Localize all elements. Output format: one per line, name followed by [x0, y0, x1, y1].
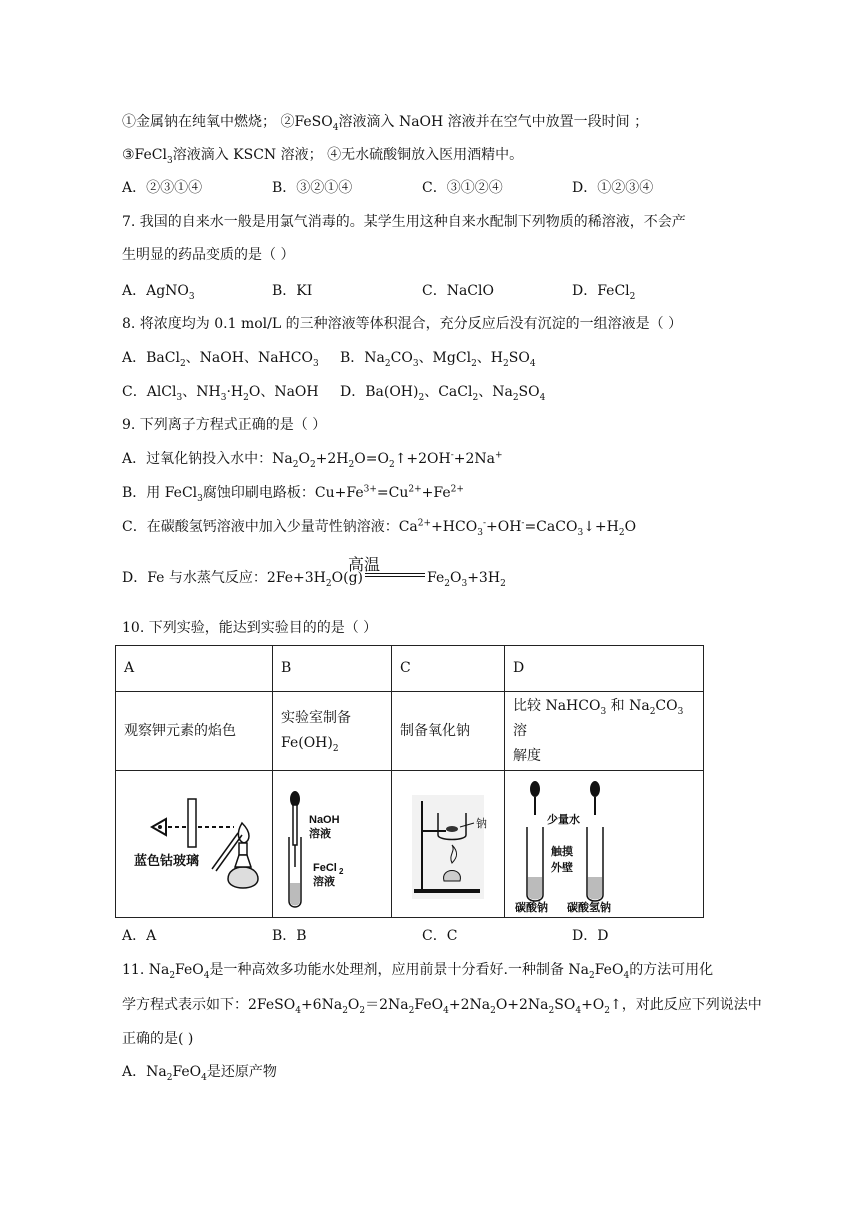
q7-option-d[interactable]: D．FeCl$_2$ — [572, 283, 636, 302]
q7-option-c[interactable]: C．NaClO — [422, 283, 494, 299]
sodium-oxide-figure — [400, 771, 512, 917]
q9-option-c[interactable]: C．在碳酸氢钙溶液中加入少量苛性钠溶液：$Ca^{2+}+HCO_3^-+OH^-=CaCO_3↓+H_2O$ — [122, 518, 637, 538]
q10-header-b: B — [273, 646, 392, 692]
q9-option-a-text: A．过氧化钠投入水中：Na — [122, 451, 293, 467]
q11-line2: 学方程式表示如下：$2FeSO_4+6Na_2O_2=2Na_2FeO_4+2Na_2O+2Na_2SO_4+O_2↑$，对此反应下列说法中 — [122, 997, 762, 1016]
q11-line2-a: 学方程式表示如下：2FeSO — [122, 997, 296, 1013]
q8-option-a-text: A．BaCl — [122, 350, 180, 366]
q10-purpose-d-c: CO — [655, 697, 678, 714]
q10-table — [115, 645, 704, 918]
q6-items-line1: ①金属钠在纯氧中燃烧； ②FeSO$_4$溶液滴入 NaOH 溶液并在空气中放置一段时间 ； — [122, 114, 649, 133]
q7-option-b[interactable]: B．KI — [272, 283, 313, 299]
q10-purpose-d-line2: 解度 — [513, 747, 541, 764]
q8-option-d[interactable]: D．$Ba(OH)_2$、CaCl$_2$、$Na_2SO_4$ — [340, 384, 546, 403]
q10-purpose-d-tail: 溶 — [513, 722, 527, 739]
q10-purpose-b: 实验室制备 $Fe(OH)_2$ — [273, 692, 392, 771]
q9-reaction-condition: 高温 — [347, 555, 380, 574]
q8-option-d-text: D．Ba(OH) — [340, 384, 419, 400]
q11-option-a-text: A．Na — [122, 1064, 167, 1080]
q6-option-b[interactable]: B．③②①④ — [272, 180, 353, 196]
q10-option-a[interactable]: A．A — [122, 928, 157, 944]
q10-figure-b — [273, 771, 392, 918]
q8-option-b[interactable]: B．$Na_2CO_3$、MgCl$_2$、$H_2SO_4$ — [340, 350, 536, 369]
q9-option-c-text: C．在碳酸氢钙溶液中加入少量苛性钠溶液：Ca — [122, 519, 418, 535]
q11-line1-c: 是一种高效多功能水处理剂，应用前景十分看好.一种制备 Na — [209, 962, 589, 978]
fig-b-fecl: FeCl — [313, 862, 337, 874]
q8-option-a[interactable]: A．BaCl$_2$、NaOH、NaHCO$_3$ — [122, 350, 319, 369]
q6-items-line2-a: ③FeCl — [122, 147, 167, 163]
fig-b-solution2: 溶液 — [313, 876, 335, 888]
q10-header-c: C — [392, 646, 505, 692]
q7-option-a-text: A．AgNO — [122, 283, 189, 299]
q11-option-a-suffix: 是还原产物 — [206, 1064, 277, 1080]
solubility-figure — [513, 771, 711, 917]
q11-line1-d: FeO — [594, 962, 624, 978]
q6-option-d[interactable]: D．①②③④ — [572, 180, 654, 196]
q11-line1: 11. $Na_2FeO_4$是一种高效多功能水处理剂，应用前景十分看好.一种制备 $Na_2FeO_4$的方法可用化 — [122, 962, 714, 981]
q10-purpose-c: 制备氧化钠 — [392, 692, 505, 771]
q6-option-c[interactable]: C．③①②④ — [422, 180, 503, 196]
fig-d-water: 少量水 — [547, 814, 580, 826]
q6-items-line2-b: 溶液滴入 KSCN 溶液； ④无水硫酸铜放入医用酒精中。 — [172, 147, 524, 163]
q11-option-a[interactable]: A．$Na_2FeO_4$是还原产物 — [122, 1064, 277, 1083]
q6-items-line1-a: ①金属钠在纯氧中燃烧； ②FeSO — [122, 114, 333, 130]
q7-stem-line2: 生明显的药品变质的是（ ） — [122, 247, 295, 263]
q6-items-line2: ③FeCl$_3$溶液滴入 KSCN 溶液； ④无水硫酸铜放入医用酒精中。 — [122, 147, 524, 166]
q10-header-a: A — [116, 646, 273, 692]
q10-figure-c — [392, 771, 505, 918]
q10-header-d: D — [505, 646, 704, 692]
q9-option-d-text: D．Fe 与水蒸气反应：2Fe+3H — [122, 570, 326, 586]
flame-test-figure — [124, 771, 280, 917]
q10-option-c[interactable]: C．C — [422, 928, 458, 944]
q8-option-b-text: B．Na — [340, 350, 385, 366]
q10-purpose-a: 观察钾元素的焰色 — [116, 692, 273, 771]
fig-b-naoh: NaOH — [309, 814, 340, 826]
q9-option-b-text: B．用 FeCl — [122, 485, 198, 501]
q10-purpose-b-line1: 实验室制备 — [281, 710, 351, 726]
q11-line1-e: 的方法可用化 — [629, 962, 714, 978]
svg-text:2: 2 — [339, 867, 344, 876]
q11-line1-b: FeO — [175, 962, 204, 978]
q8-option-c-text: C．AlCl — [122, 384, 177, 400]
fig-d-na2co3: 碳酸钠 — [515, 902, 548, 914]
q10-purpose-d-b: 和 Na — [610, 697, 650, 714]
q9-option-a[interactable]: A．过氧化钠投入水中：$Na_2O_2+2H_2O=O_2↑+2OH^-+2Na^+$ — [122, 450, 503, 470]
q10-purpose-d-a: 比较 NaHCO — [513, 697, 601, 714]
q7-stem-line1: 7. 我国的自来水一般是用氯气消毒的。某学生用这种自来水配制下列物质的稀溶液，不会产 — [122, 214, 686, 230]
q10-option-d[interactable]: D．D — [572, 928, 609, 944]
q9-equals-sign — [365, 573, 425, 577]
q10-figure-a — [116, 771, 273, 918]
ferrous-hydroxide-figure — [281, 771, 399, 917]
q10-figure-d — [505, 771, 704, 918]
q9-option-d[interactable]: D．Fe 与水蒸气反应：$2Fe+3H_2O(g)$ $Fe_2O_3+3H_2$ — [122, 570, 506, 589]
q9-option-b[interactable]: B．用 FeCl$_3$腐蚀印刷电路板：$Cu+Fe^{3+}=Cu^{2+}+Fe^{2+}$ — [122, 484, 464, 504]
q10-purpose-b-line2: Fe(OH) — [281, 735, 333, 751]
fig-c-sodium: 钠 — [476, 818, 487, 830]
q7-option-d-text: D．FeCl — [572, 283, 630, 299]
q9-option-b-mid: 腐蚀印刷电路板：Cu+Fe — [202, 485, 364, 501]
fig-d-outer: 外壁 — [551, 862, 573, 874]
q10-purpose-d: 比较 NaHCO$_3$ 和 $Na_2CO_3$ 溶 解度 — [505, 692, 704, 771]
q10-stem: 10. 下列实验，能达到实验目的的是（ ） — [122, 620, 378, 636]
q6-items-line1-b: 溶液滴入 NaOH 溶液并在空气中放置一段时间 ； — [338, 114, 649, 130]
q11-line3: 正确的是( ) — [122, 1031, 194, 1047]
fig-d-nahco3: 碳酸氢钠 — [567, 902, 611, 914]
q9-stem: 9. 下列离子方程式正确的是（ ） — [122, 417, 327, 433]
fig-a-label: 蓝色钴玻璃 — [134, 853, 200, 868]
q11-line1-a: 11. Na — [122, 962, 170, 978]
q10-option-b[interactable]: B．B — [272, 928, 307, 944]
q8-option-c[interactable]: C．AlCl$_3$、$NH_3\cdot H_2O$、NaOH — [122, 384, 319, 403]
fig-b-solution1: 溶液 — [309, 828, 331, 840]
q6-option-a[interactable]: A．②③①④ — [122, 180, 203, 196]
q7-option-a[interactable]: A．AgNO$_3$ — [122, 283, 195, 302]
q8-stem: 8. 将浓度均为 0.1 mol/L 的三种溶液等体积混合，充分反应后没有沉淀的一组溶液是（ ） — [122, 316, 683, 332]
fig-d-touch: 触摸 — [551, 846, 573, 858]
